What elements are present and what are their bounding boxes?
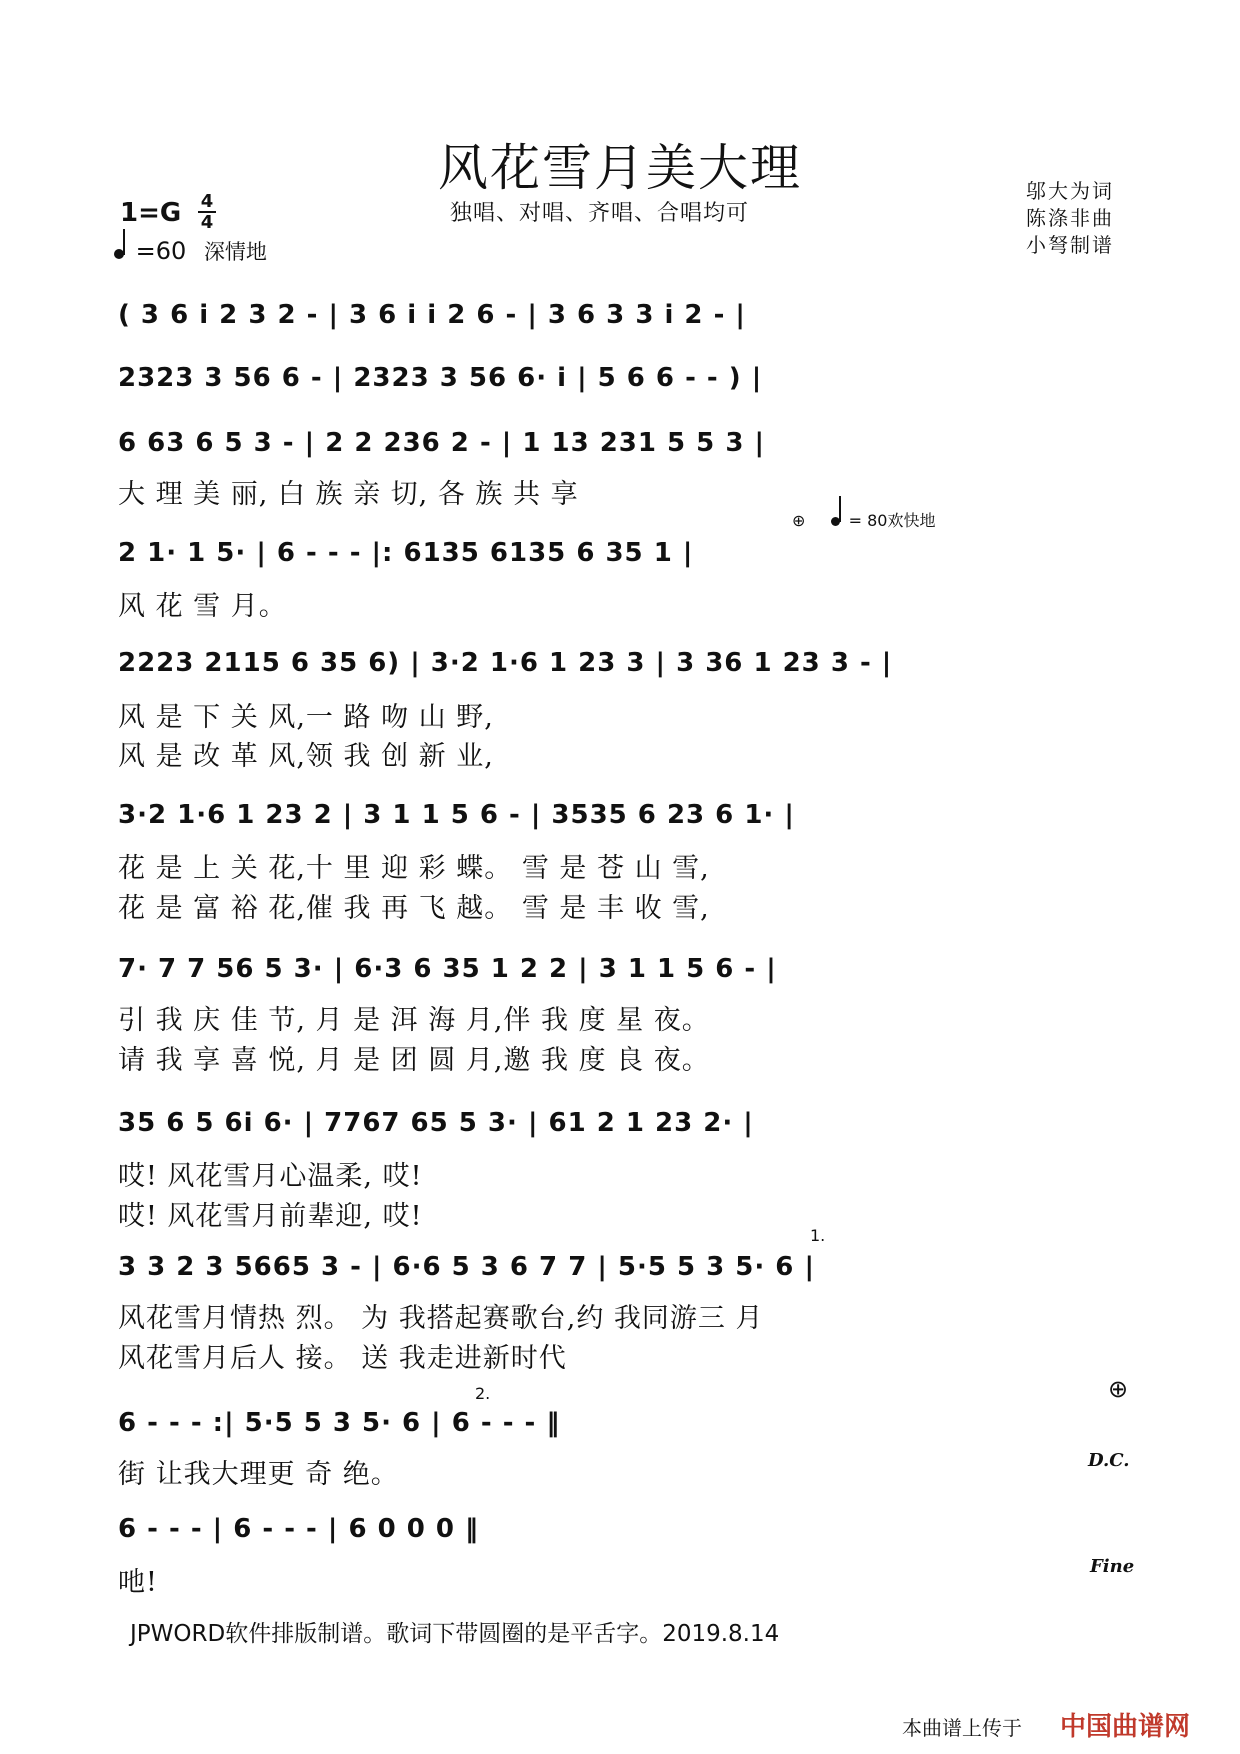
score-row-10: 6 - - - :| 5·5 5 3 5· 6 | 6 - - - ‖ [118, 1408, 561, 1438]
coda-icon: ⊕ [1108, 1375, 1129, 1403]
score-row-11: 6 - - - | 6 - - - | 6 0 0 0 ‖ [118, 1514, 480, 1544]
dc-mark: D.C. [1088, 1450, 1130, 1471]
lyric-row-10: 街 让我大理更 奇 绝。 [118, 1459, 399, 1490]
score-row-8: 35 6 5 6i 6· | 7767 65 5 3· | 61 2 1 23 2· | [118, 1108, 754, 1138]
lyric-row-4: 风 花 雪 月。 [118, 591, 287, 622]
lyric-row-9b: 风花雪月后人 接。 送 我走进新时代 [118, 1343, 567, 1374]
lyric-row-7a: 引 我 庆 佳 节, 月 是 洱 海 月,伴 我 度 星 夜。 [118, 1005, 710, 1036]
half-note-icon [831, 517, 840, 526]
volta-2: 2. [475, 1384, 491, 1403]
lyric-row-7b: 请 我 享 喜 悦, 月 是 团 圆 月,邀 我 度 良 夜。 [118, 1045, 710, 1076]
time-sig-bottom: 4 [200, 212, 214, 233]
subtitle: 独唱、对唱、齐唱、合唱均可 [450, 201, 750, 226]
lyric-row-9a: 风花雪月情热 烈。 为 我搭起赛歌台,约 我同游三 月 [118, 1303, 764, 1334]
score-row-1: ( 3 6 i 2 3 2 - | 3 6 i i 2 6 - | 3 6 3 3 i 2 - | [118, 300, 746, 330]
lyricist: 邬大为词 [1026, 179, 1114, 203]
fine-mark: Fine [1090, 1556, 1135, 1577]
lyric-row-8b: 哎! 风花雪月前辈迎, 哎! [118, 1201, 423, 1232]
page-title: 风花雪月美大理 [438, 139, 802, 197]
score-row-6: 3·2 1·6 1 23 2 | 3 1 1 5 6 - | 3535 6 23 6 1· | [118, 800, 795, 830]
score-row-3: 6 63 6 5 3 - | 2 2 236 2 - | 1 13 231 5 5 3 | [118, 428, 765, 458]
tempo-value: =60 [135, 237, 187, 265]
segno-icon: ⊕ [792, 511, 806, 530]
quarter-note-icon [114, 249, 124, 259]
lyric-row-6b: 花 是 富 裕 花,催 我 再 飞 越。 雪 是 丰 收 雪, [118, 893, 710, 924]
time-signature [198, 192, 216, 232]
transcriber: 小弩制谱 [1026, 233, 1114, 257]
tempo-change: ⊕ = 80欢快地 [792, 511, 936, 530]
score-row-9: 3 3 2 3 5665 3 - | 6·6 5 3 6 7 7 | 5·5 5 3 5· 6 | [118, 1252, 815, 1282]
lyric-row-6a: 花 是 上 关 花,十 里 迎 彩 蝶。 雪 是 苍 山 雪, [118, 853, 710, 884]
key-signature: 1=G [120, 198, 182, 228]
lyric-row-5a: 风 是 下 关 风,一 路 吻 山 野, [118, 702, 494, 733]
volta-1: 1. [810, 1226, 826, 1245]
upload-text: 本曲谱上传于 [902, 1716, 1022, 1740]
time-sig-top: 4 [200, 191, 214, 212]
score-row-2: 2323 3 56 6 - | 2323 3 56 6· i | 5 6 6 - - ) | [118, 363, 763, 393]
score-row-7: 7· 7 7 56 5 3· | 6·3 6 35 1 2 2 | 3 1 1 5 6 - | [118, 954, 777, 984]
lyric-row-8a: 哎! 风花雪月心温柔, 哎! [118, 1161, 423, 1192]
score-row-4: 2 1· 1 5· | 6 - - - |: 6135 6135 6 35 1 | [118, 538, 694, 568]
lyric-row-11: 吔! [118, 1567, 158, 1598]
footer-note: JPWORD软件排版制谱。歌词下带圆圈的是平舌字。2019.8.14 [130, 1621, 780, 1647]
lyric-row-5b: 风 是 改 革 风,领 我 创 新 业, [118, 741, 494, 772]
lyric-row-3: 大 理 美 丽, 白 族 亲 切, 各 族 共 享 [118, 479, 579, 510]
composer: 陈涤非曲 [1026, 206, 1114, 230]
credits [1026, 178, 1114, 259]
tempo-marking [114, 236, 267, 266]
site-logo[interactable]: 中国曲谱网 [1060, 1712, 1191, 1742]
score-row-5: 2223 2115 6 35 6) | 3·2 1·6 1 23 3 | 3 36 1 23 3 - | [118, 648, 893, 678]
expression-text: 深情地 [203, 240, 267, 264]
